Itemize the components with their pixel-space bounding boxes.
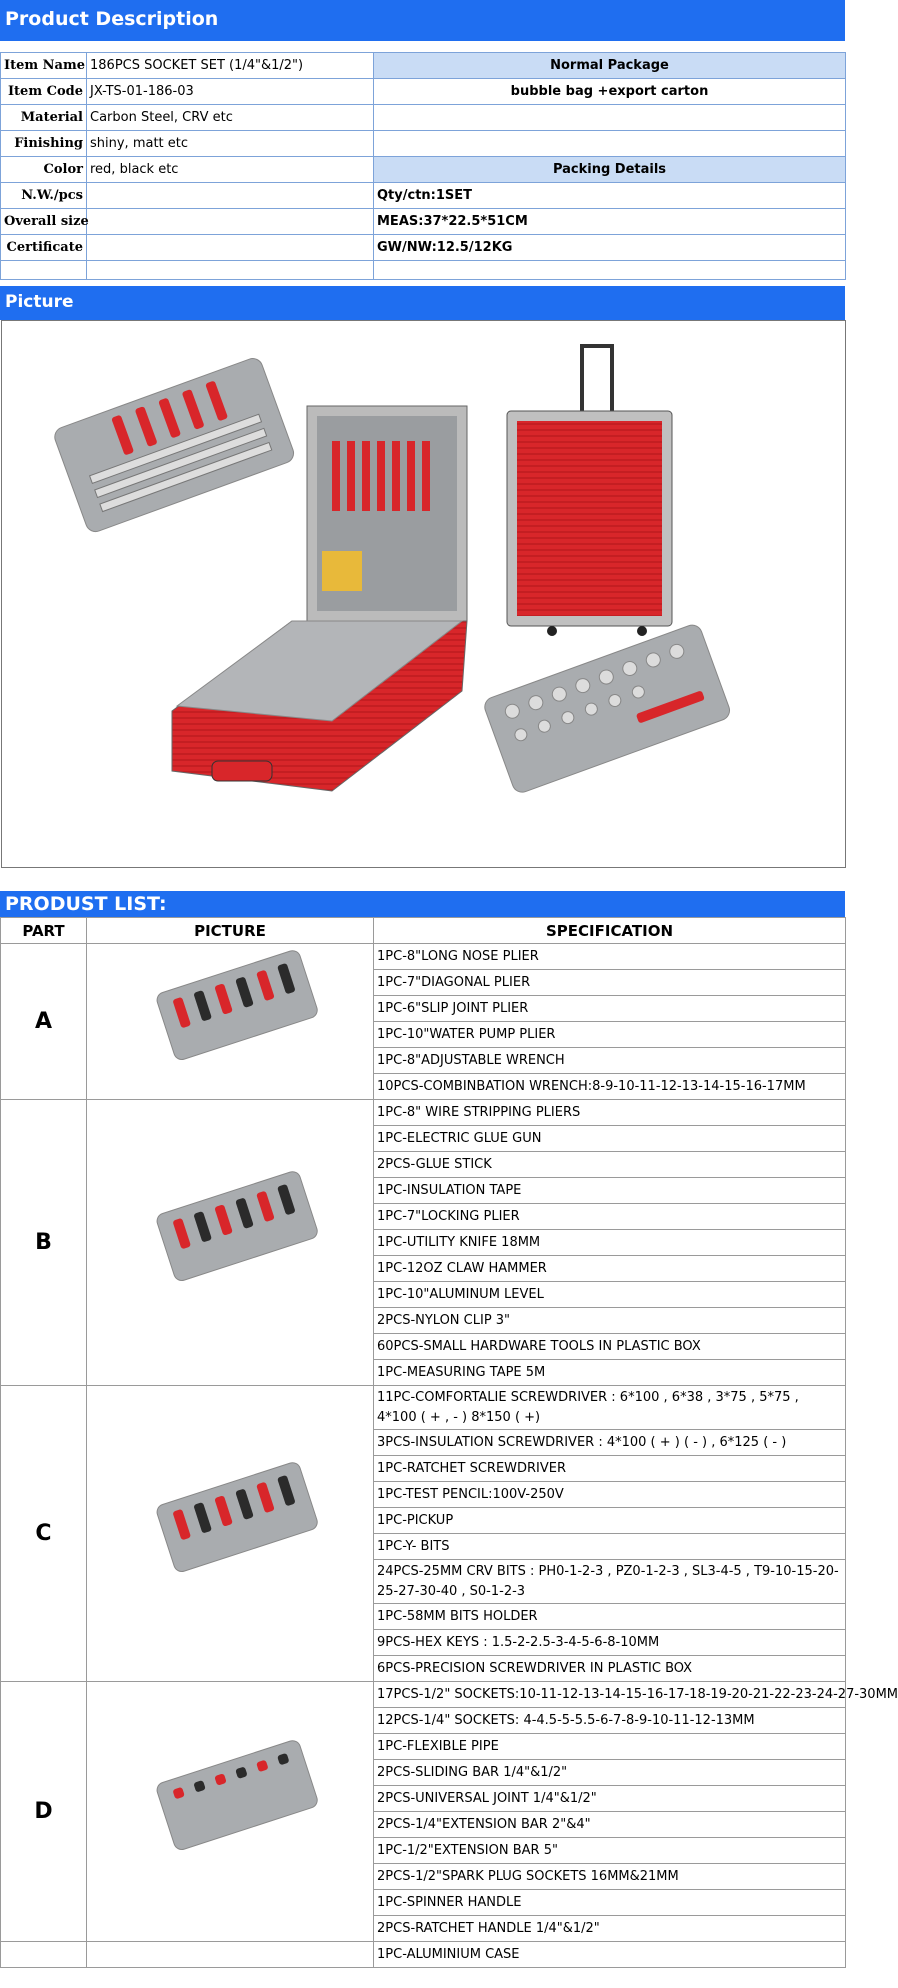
detail-row bbox=[1, 131, 846, 157]
spec-item: 2PCS-NYLON CLIP 3" bbox=[374, 1308, 846, 1334]
spec-item: 12PCS-1/4" SOCKETS: 4-4.5-5-5.5-6-7-8-9-10-11-12-13MM bbox=[374, 1708, 846, 1734]
tray-pliers-wrenches bbox=[52, 356, 296, 535]
part-letter bbox=[1, 1942, 87, 1968]
spec-item: 9PCS-HEX KEYS : 1.5-2-2.5-3-4-5-6-8-10MM bbox=[374, 1630, 846, 1656]
spec-item: 1PC-8"ADJUSTABLE WRENCH bbox=[374, 1048, 846, 1074]
packing-info: Qty/ctn:1SET bbox=[374, 183, 846, 209]
part-picture bbox=[87, 1386, 374, 1682]
spec-item: 1PC-8"LONG NOSE PLIER bbox=[374, 944, 846, 970]
spec-row bbox=[1, 944, 846, 970]
packing-info: Packing Details bbox=[374, 157, 846, 183]
spec-item: 11PC-COMFORTALIE SCREWDRIVER : 6*100 , 6*38 , 3*75 , 5*75 , 4*100 ( + , - ) 8*150 ( +) bbox=[374, 1386, 846, 1430]
detail-row bbox=[1, 209, 846, 235]
part-thumbnail bbox=[140, 1755, 320, 1865]
spec-item: 1PC-10"WATER PUMP PLIER bbox=[374, 1022, 846, 1048]
spec-item: 1PC-UTILITY KNIFE 18MM bbox=[374, 1230, 846, 1256]
spec-row bbox=[1, 1386, 846, 1430]
spec-item: 1PC-58MM BITS HOLDER bbox=[374, 1604, 846, 1630]
spec-row bbox=[1, 1100, 846, 1126]
product-photo-illustration bbox=[2, 321, 845, 867]
spec-item: 1PC-12OZ CLAW HAMMER bbox=[374, 1256, 846, 1282]
spec-item: 1PC-7"DIAGONAL PLIER bbox=[374, 970, 846, 996]
packing-info: Normal Package bbox=[374, 53, 846, 79]
spec-item: 60PCS-SMALL HARDWARE TOOLS IN PLASTIC BOX bbox=[374, 1334, 846, 1360]
section-banner-product-list bbox=[0, 891, 845, 917]
detail-value bbox=[87, 209, 374, 235]
spec-item: 2PCS-1/2"SPARK PLUG SOCKETS 16MM&21MM bbox=[374, 1864, 846, 1890]
detail-value: JX-TS-01-186-03 bbox=[87, 79, 374, 105]
part-letter: B bbox=[1, 1100, 87, 1386]
header-part: PART bbox=[1, 918, 87, 944]
blank-cell bbox=[374, 261, 846, 280]
spec-item: 10PCS-COMBINBATION WRENCH:8-9-10-11-12-13-14-15-16-17MM bbox=[374, 1074, 846, 1100]
product-details-table bbox=[0, 52, 846, 280]
spec-item: 1PC-TEST PENCIL:100V-250V bbox=[374, 1482, 846, 1508]
section-title: PRODUST LIST: bbox=[5, 893, 167, 915]
section-banner-product-description bbox=[0, 0, 845, 41]
spec-item: 1PC-SPINNER HANDLE bbox=[374, 1890, 846, 1916]
packing-info: bubble bag +export carton bbox=[374, 79, 846, 105]
detail-value: Carbon Steel, CRV etc bbox=[87, 105, 374, 131]
packing-info bbox=[374, 131, 846, 157]
detail-label: Item Code bbox=[1, 79, 87, 105]
spec-item: 17PCS-1/2" SOCKETS:10-11-12-13-14-15-16-17-18-19-20-21-22-23-24-27-30MM bbox=[374, 1682, 846, 1708]
product-list-table bbox=[0, 917, 898, 1968]
spec-item: 1PC-ELECTRIC GLUE GUN bbox=[374, 1126, 846, 1152]
packing-info: MEAS:37*22.5*51CM bbox=[374, 209, 846, 235]
spec-item: 2PCS-RATCHET HANDLE 1/4"&1/2" bbox=[374, 1916, 846, 1942]
trolley-tool-case bbox=[507, 346, 672, 636]
spec-item: 1PC-PICKUP bbox=[374, 1508, 846, 1534]
detail-value: shiny, matt etc bbox=[87, 131, 374, 157]
detail-row bbox=[1, 105, 846, 131]
spec-item: 1PC-8" WIRE STRIPPING PLIERS bbox=[374, 1100, 846, 1126]
spec-item: 1PC-6"SLIP JOINT PLIER bbox=[374, 996, 846, 1022]
detail-row bbox=[1, 183, 846, 209]
detail-value: 186PCS SOCKET SET (1/4"&1/2") bbox=[87, 53, 374, 79]
spec-item: 1PC-FLEXIBLE PIPE bbox=[374, 1734, 846, 1760]
section-title: Picture bbox=[5, 292, 74, 312]
detail-row bbox=[1, 79, 846, 105]
detail-label: Overall size bbox=[1, 209, 87, 235]
part-picture bbox=[87, 1682, 374, 1942]
detail-value: red, black etc bbox=[87, 157, 374, 183]
detail-row bbox=[1, 53, 846, 79]
header-picture: PICTURE bbox=[87, 918, 374, 944]
part-thumbnail bbox=[140, 965, 320, 1075]
blank-row bbox=[1, 261, 846, 280]
detail-value bbox=[87, 235, 374, 261]
section-title: Product Description bbox=[5, 8, 219, 30]
part-letter: C bbox=[1, 1386, 87, 1682]
blank-cell bbox=[1, 261, 87, 280]
spec-item: 1PC-MEASURING TAPE 5M bbox=[374, 1360, 846, 1386]
spec-item: 2PCS-GLUE STICK bbox=[374, 1152, 846, 1178]
detail-value bbox=[87, 183, 374, 209]
part-picture bbox=[87, 1942, 374, 1968]
detail-label: Finishing bbox=[1, 131, 87, 157]
section-banner-picture bbox=[0, 286, 845, 320]
detail-label: Item Name bbox=[1, 53, 87, 79]
packing-info: GW/NW:12.5/12KG bbox=[374, 235, 846, 261]
part-letter: A bbox=[1, 944, 87, 1100]
product-picture bbox=[1, 320, 846, 868]
detail-row bbox=[1, 235, 846, 261]
spec-item: 2PCS-UNIVERSAL JOINT 1/4"&1/2" bbox=[374, 1786, 846, 1812]
spec-item: 1PC-ALUMINIUM CASE bbox=[374, 1942, 846, 1968]
part-letter: D bbox=[1, 1682, 87, 1942]
part-picture bbox=[87, 1100, 374, 1386]
detail-label: Material bbox=[1, 105, 87, 131]
spec-item: 2PCS-1/4"EXTENSION BAR 2"&4" bbox=[374, 1812, 846, 1838]
detail-label: N.W./pcs bbox=[1, 183, 87, 209]
spec-item: 1PC-RATCHET SCREWDRIVER bbox=[374, 1456, 846, 1482]
packing-info bbox=[374, 105, 846, 131]
spec-row bbox=[1, 1682, 846, 1708]
spec-row bbox=[1, 1942, 846, 1968]
spec-item: 1PC-Y- BITS bbox=[374, 1534, 846, 1560]
spec-item: 6PCS-PRECISION SCREWDRIVER IN PLASTIC BOX bbox=[374, 1656, 846, 1682]
spec-item: 3PCS-INSULATION SCREWDRIVER : 4*100 ( + ) ( - ) , 6*125 ( - ) bbox=[374, 1430, 846, 1456]
header-specification: SPECIFICATION bbox=[374, 918, 846, 944]
detail-label: Color bbox=[1, 157, 87, 183]
spec-item: 2PCS-SLIDING BAR 1/4"&1/2" bbox=[374, 1760, 846, 1786]
blank-cell bbox=[87, 261, 374, 280]
part-thumbnail bbox=[140, 1186, 320, 1296]
part-picture bbox=[87, 944, 374, 1100]
tray-sockets bbox=[482, 622, 732, 795]
detail-label: Certificate bbox=[1, 235, 87, 261]
spec-item: 1PC-10"ALUMINUM LEVEL bbox=[374, 1282, 846, 1308]
spec-item: 1PC-INSULATION TAPE bbox=[374, 1178, 846, 1204]
part-thumbnail bbox=[140, 1477, 320, 1587]
spec-item: 1PC-7"LOCKING PLIER bbox=[374, 1204, 846, 1230]
spec-item: 24PCS-25MM CRV BITS : PH0-1-2-3 , PZ0-1-2-3 , SL3-4-5 , T9-10-15-20-25-27-30-40 , S0-1-2-3 bbox=[374, 1560, 846, 1604]
detail-row bbox=[1, 157, 846, 183]
spec-item: 1PC-1/2"EXTENSION BAR 5" bbox=[374, 1838, 846, 1864]
product-list-header bbox=[1, 918, 846, 944]
